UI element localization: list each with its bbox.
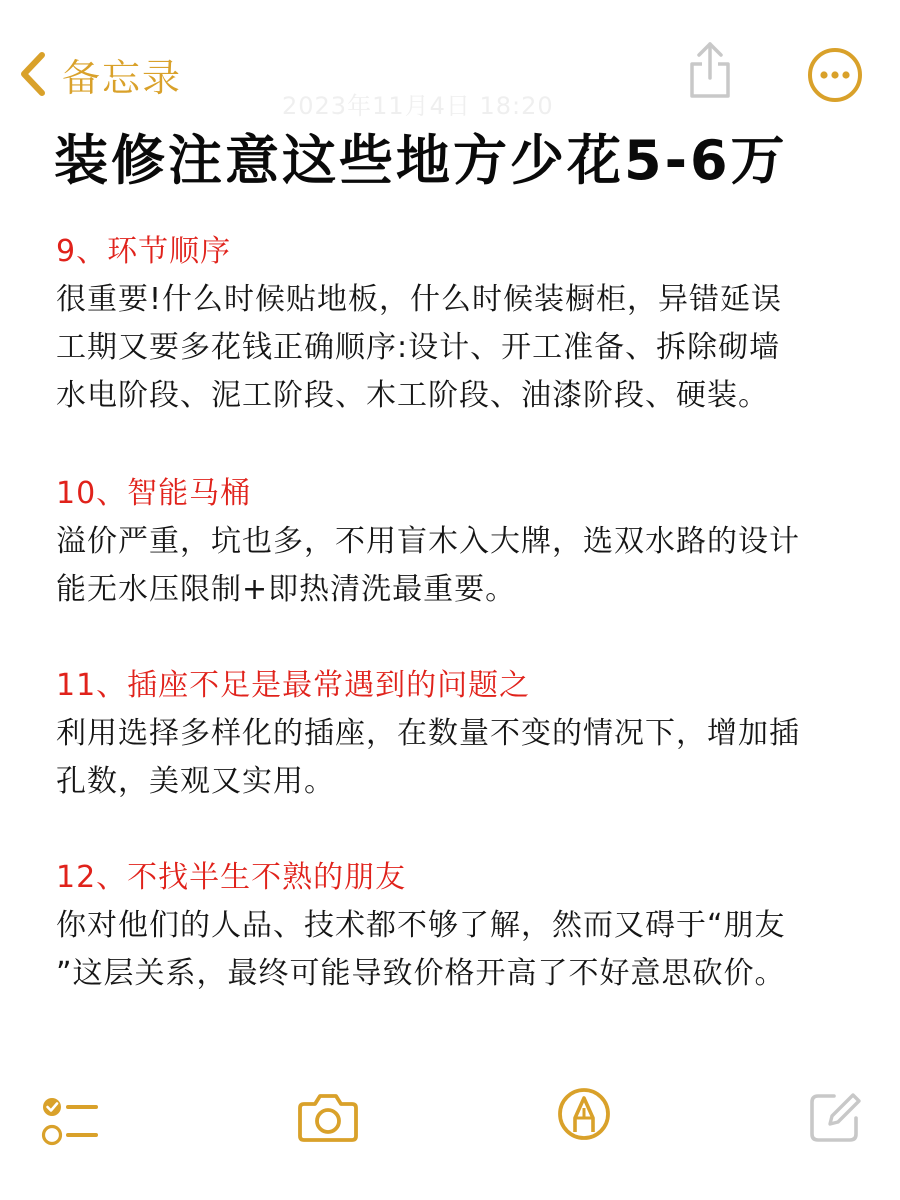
section-heading: 12、不找半生不熟的朋友: [56, 860, 407, 895]
note-section: [56, 854, 856, 998]
markup-pen-icon: [556, 1086, 612, 1142]
note-timestamp: 2023年11月4日 18:20: [282, 92, 554, 120]
note-section: [56, 228, 856, 420]
section-text-line: 利用选择多样化的插座，在数量不变的情况下，增加插: [56, 716, 800, 751]
navigation-bar: [0, 0, 900, 120]
compose-button[interactable]: [808, 1090, 862, 1148]
compose-icon: [808, 1090, 862, 1144]
markup-button[interactable]: [556, 1086, 612, 1146]
section-text-line: 溢价严重，坑也多，不用盲木入大牌，选双水路的设计: [56, 524, 800, 559]
back-label: 备忘录: [62, 55, 183, 100]
section-text-line: 你对他们的人品、技术都不够了解，然而又碍于“朋友: [56, 908, 786, 943]
bottom-toolbar: [0, 1080, 900, 1160]
back-button[interactable]: [18, 44, 182, 104]
section-heading: 10、智能马桶: [56, 476, 252, 511]
checklist-icon: [40, 1094, 100, 1150]
note-section: [56, 662, 856, 806]
section-text-line: 工期又要多花钱正确顺序:设计、开工准备、拆除砌墙: [56, 330, 781, 365]
section-heading: 11、插座不足是最常遇到的问题之: [56, 668, 531, 703]
share-icon: [684, 40, 736, 100]
camera-button[interactable]: [296, 1088, 360, 1148]
section-heading: 9、环节顺序: [56, 234, 232, 269]
checklist-button[interactable]: [40, 1094, 100, 1154]
chevron-left-icon: [18, 51, 48, 97]
note-title: 装修注意这些地方少花5-6万: [54, 129, 788, 192]
section-text-line: 能无水压限制+即热清洗最重要。: [56, 572, 517, 607]
more-button[interactable]: [806, 46, 864, 104]
section-text-line: 很重要!什么时候贴地板，什么时候装橱柜，异错延误: [56, 282, 783, 317]
camera-icon: [296, 1088, 360, 1144]
section-text-line: 孔数，美观又实用。: [56, 764, 335, 799]
section-text-line: 水电阶段、泥工阶段、木工阶段、油漆阶段、硬装。: [56, 378, 769, 413]
share-button[interactable]: [684, 40, 736, 100]
section-text-line: ”这层关系，最终可能导致价格开高了不好意思砍价。: [56, 956, 786, 991]
note-section: [56, 470, 856, 614]
ellipsis-circle-icon: [806, 46, 864, 104]
